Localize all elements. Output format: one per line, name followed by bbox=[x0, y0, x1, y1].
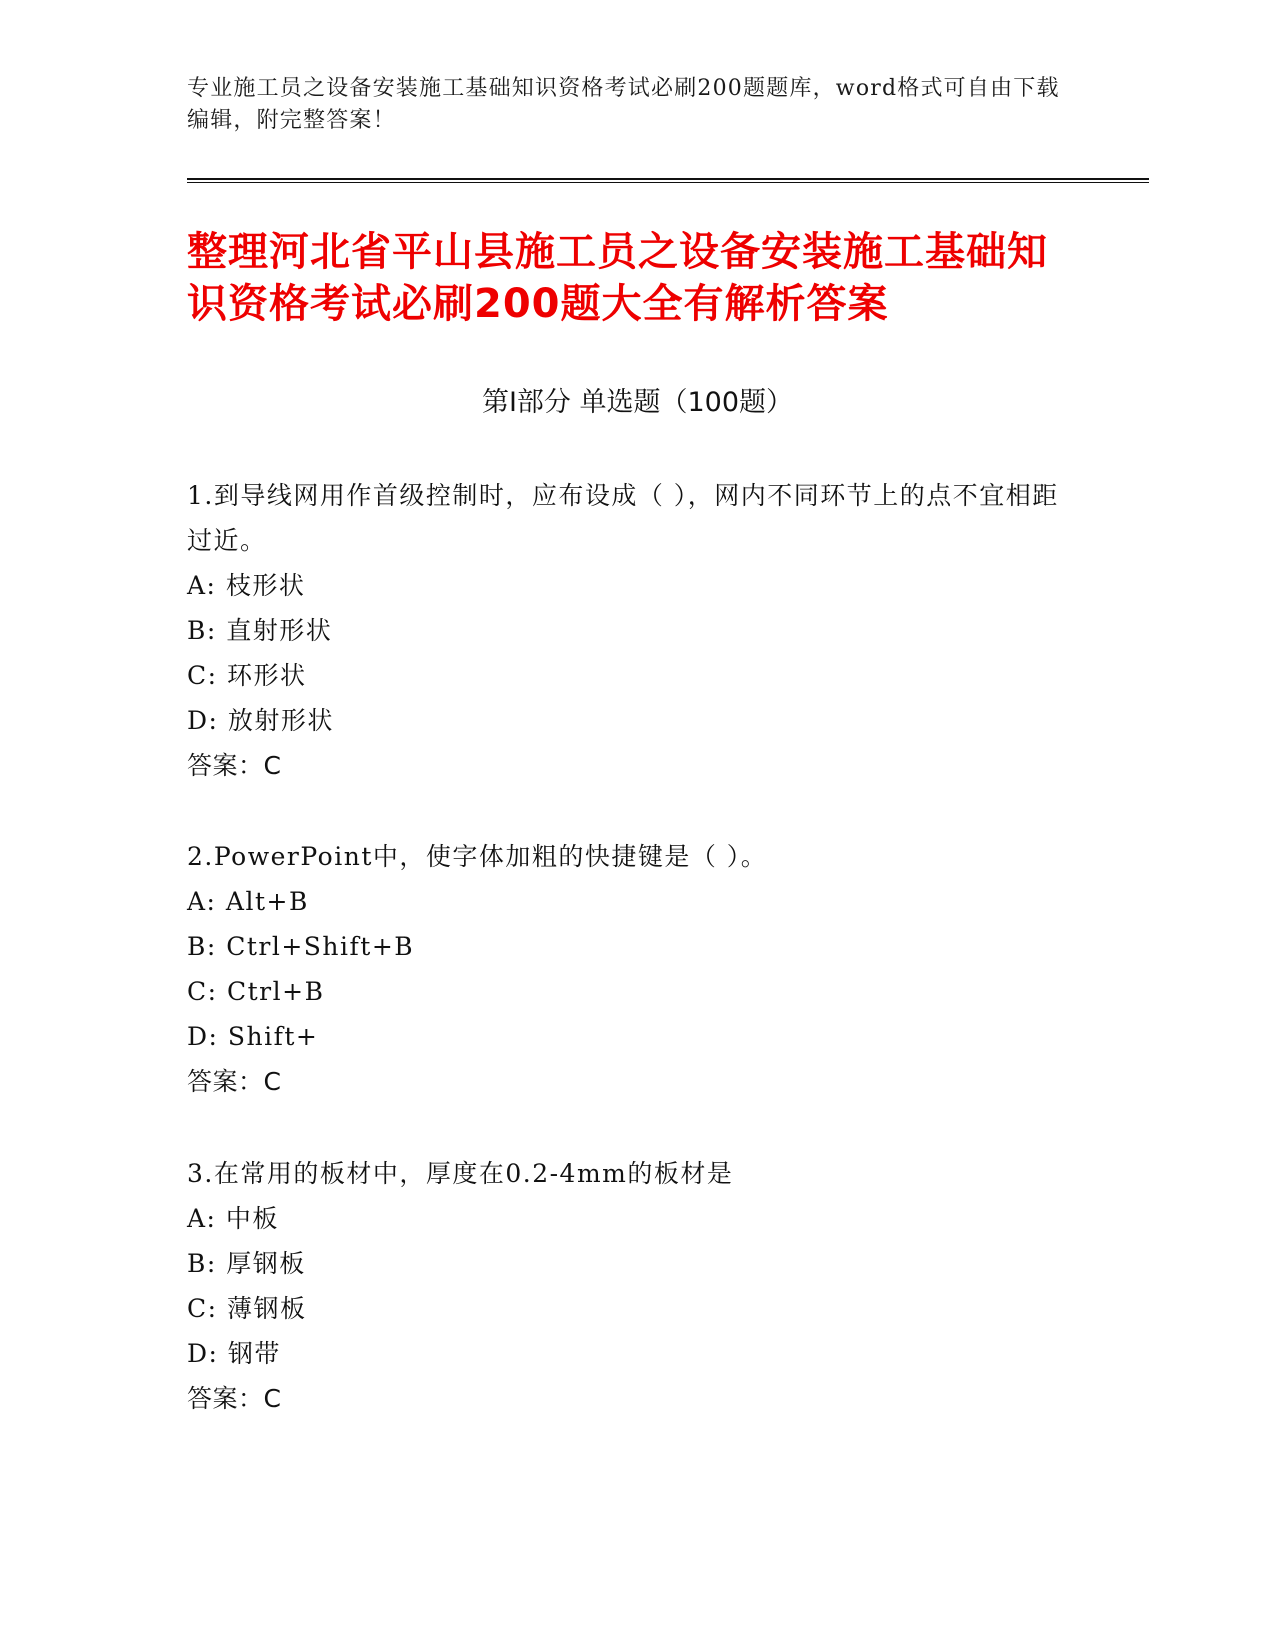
option-a: A: Alt+B bbox=[187, 887, 309, 916]
option-b: B: 直射形状 bbox=[187, 616, 333, 645]
option-a: A: 中板 bbox=[187, 1204, 279, 1233]
answer: 答案：C bbox=[187, 1384, 282, 1413]
document-title: 整理河北省平山县施工员之设备安装施工基础知识资格考试必刷200题大全有解析答案 bbox=[187, 229, 1048, 327]
header-divider-thin bbox=[187, 182, 1149, 183]
option-d: D: 放射形状 bbox=[187, 706, 334, 735]
option-d: D: 钢带 bbox=[187, 1339, 281, 1368]
option-c: C: 薄钢板 bbox=[187, 1294, 307, 1323]
option-c: C: 环形状 bbox=[187, 661, 307, 690]
question-1 bbox=[187, 473, 1077, 788]
answer: 答案：C bbox=[187, 751, 282, 780]
option-a: A: 枝形状 bbox=[187, 571, 306, 600]
header-note: 专业施工员之设备安装施工基础知识资格考试必刷200题题库，word格式可自由下载编辑，附完整答案！ bbox=[187, 76, 1060, 133]
option-d: D: Shift+ bbox=[187, 1022, 319, 1051]
question-2 bbox=[187, 834, 1077, 1104]
question-stem: 2.PowerPoint中，使字体加粗的快捷键是（ ）。 bbox=[187, 842, 768, 871]
option-b: B: Ctrl+Shift+B bbox=[187, 932, 415, 961]
option-c: C: Ctrl+B bbox=[187, 977, 325, 1006]
question-3 bbox=[187, 1151, 1077, 1421]
header-divider-thick bbox=[187, 178, 1149, 180]
question-stem: 1.到导线网用作首级控制时，应布设成（ ），网内不同环节上的点不宜相距过近。 bbox=[187, 481, 1059, 555]
option-b: B: 厚钢板 bbox=[187, 1249, 306, 1278]
answer: 答案：C bbox=[187, 1067, 282, 1096]
section-title: 第I部分 单选题（100题） bbox=[481, 387, 794, 418]
question-stem: 3.在常用的板材中，厚度在0.2-4mm的板材是 bbox=[187, 1159, 734, 1188]
